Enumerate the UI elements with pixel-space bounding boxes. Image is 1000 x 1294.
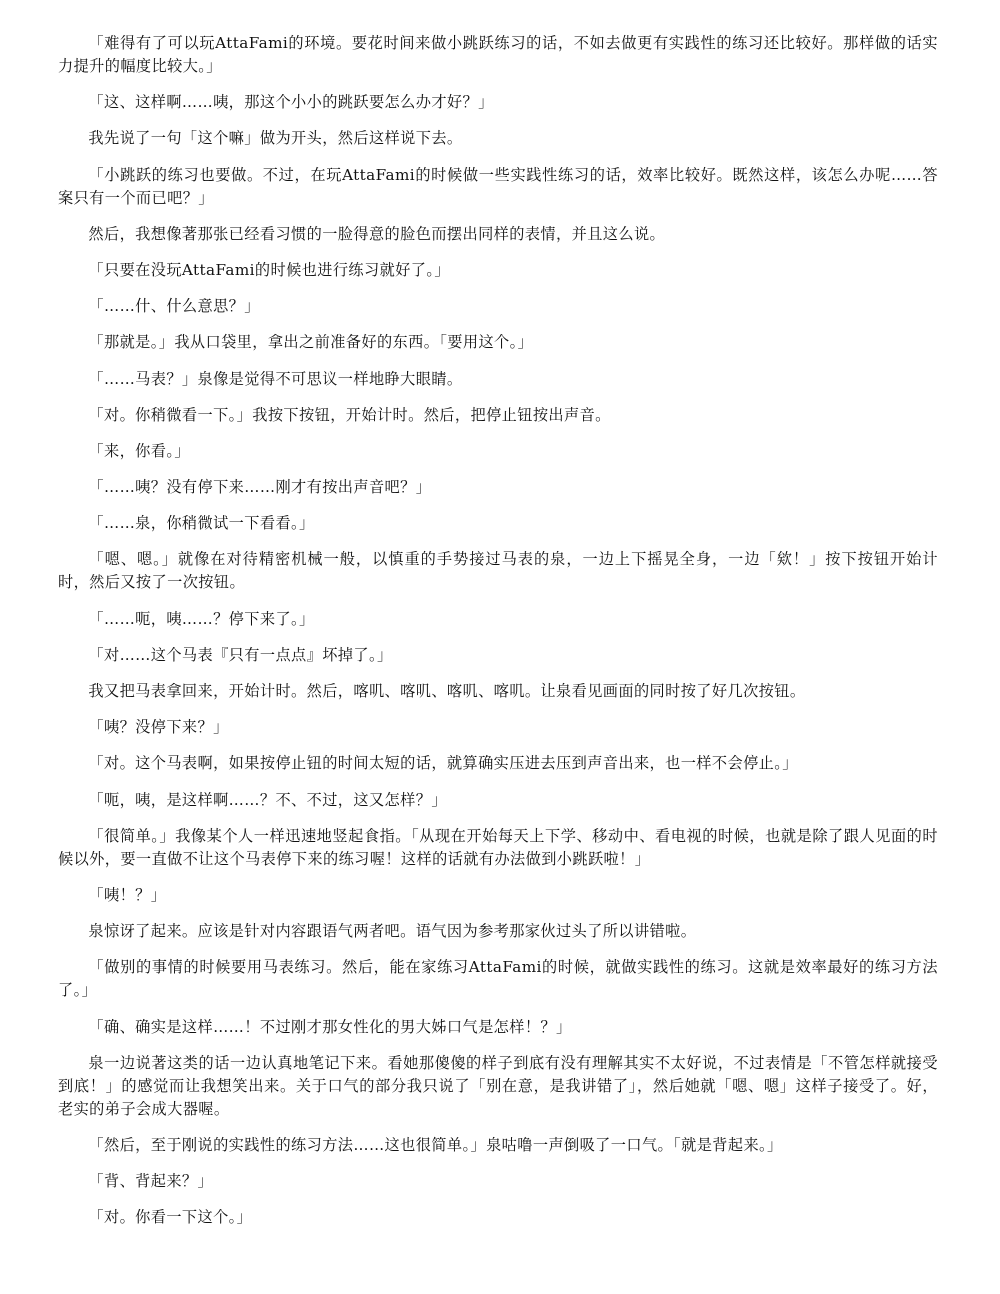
paragraph: 「……泉，你稍微试一下看看。」 [88,514,315,533]
paragraph: 「那就是。」我从口袋里，拿出之前准备好的东西。「要用这个。」 [88,333,534,352]
paragraph: 「背、背起来？」 [88,1172,214,1191]
paragraph: 「对……这个马表『只有一点点』坏掉了。」 [88,645,393,664]
paragraph: 「……马表？」泉像是觉得不可思议一样地睁大眼睛。 [88,369,463,388]
paragraph: 「对。这个马表啊，如果按停止钮的时间太短的话，就算确实压进去压到声音出来，也一样不会停止。」 [88,754,798,773]
paragraph: 然后，我想像著那张已经看习惯的一脸得意的脸色而摆出同样的表情，并且这么说。 [88,224,666,243]
paragraph: 「呃，咦，是这样啊……？不、不过，这又怎样？」 [88,790,447,809]
paragraph: 「只要在没玩AttaFami的时候也进行练习就好了。」 [88,260,450,279]
paragraph: 「难得有了可以玩AttaFami的环境。要花时间来做小跳跃练习的话，不如去做更有实践性的练习还比较好。那样做的话实力提升的幅度比较大。」 [58,34,938,75]
paragraph: 「……咦？没有停下来……刚才有按出声音吧？」 [88,478,432,497]
paragraph: 「确、确实是这样……！不过刚才那女性化的男大姊口气是怎样！？」 [88,1017,572,1036]
paragraph: 「嗯、嗯。」就像在对待精密机械一般，以慎重的手势接过马表的泉，一边上下摇晃全身，一边「欸！」按下按钮开始计时，然后又按了一次按钮。 [58,550,938,592]
paragraph: 「然后，至于刚说的实践性的练习方法……这也很简单。」泉咕噜一声倒吸了一口气。「就是背起来。」 [88,1135,783,1154]
paragraph: 我又把马表拿回来，开始计时。然后，喀叽、喀叽、喀叽、喀叽。让泉看见画面的同时按了好几次按钮。 [88,682,806,700]
paragraph: 「……什、什么意思？」 [88,297,260,316]
paragraph: 「小跳跃的练习也要做。不过，在玩AttaFami的时候做一些实践性练习的话，效率比较好。既然这样，该怎么办呢……答案只有一个而已吧？」 [58,165,938,207]
paragraph: 「对。你看一下这个。」 [88,1208,253,1227]
paragraph: 泉惊讶了起来。应该是针对内容跟语气两者吧。语气因为参考那家伙过头了所以讲错啦。 [88,922,697,941]
paragraph: 「这、这样啊……咦，那这个小小的跳跃要怎么办才好？」 [88,93,494,112]
paragraph: 「咦？没停下来？」 [88,718,229,737]
novel-page [58,32,938,1242]
paragraph: 「……呃，咦……？停下来了。」 [88,609,315,628]
paragraph: 我先说了一句「这个嘛」做为开头，然后这样说下去。 [88,129,463,148]
paragraph: 泉一边说著这类的话一边认真地笔记下来。看她那傻傻的样子到底有没有理解其实不太好说，不过表情是「不管怎样就接受到底！」的感觉而让我想笑出来。关于口气的部分我只说了「别在意，是我讲错了」，然后她就「嗯、嗯」这样子接受了。好，老实的弟子会成大器喔。 [58,1053,938,1118]
paragraph: 「很简单。」我像某个人一样迅速地竖起食指。「从现在开始每天上下学、移动中、看电视的时候，也就是除了跟人见面的时候以外，要一直做不让这个马表停下来的练习喔！这样的话就有办法做到小跳跃啦！」 [58,826,938,868]
paragraph: 「咦！？」 [88,885,167,904]
paragraph: 「来，你看。」 [88,441,190,460]
paragraph: 「做别的事情的时候要用马表练习。然后，能在家练习AttaFami的时候，就做实践性的练习。这就是效率最好的练习方法了。」 [58,958,938,1000]
paragraph: 「对。你稍微看一下。」我按下按钮，开始计时。然后，把停止钮按出声音。 [88,405,611,424]
